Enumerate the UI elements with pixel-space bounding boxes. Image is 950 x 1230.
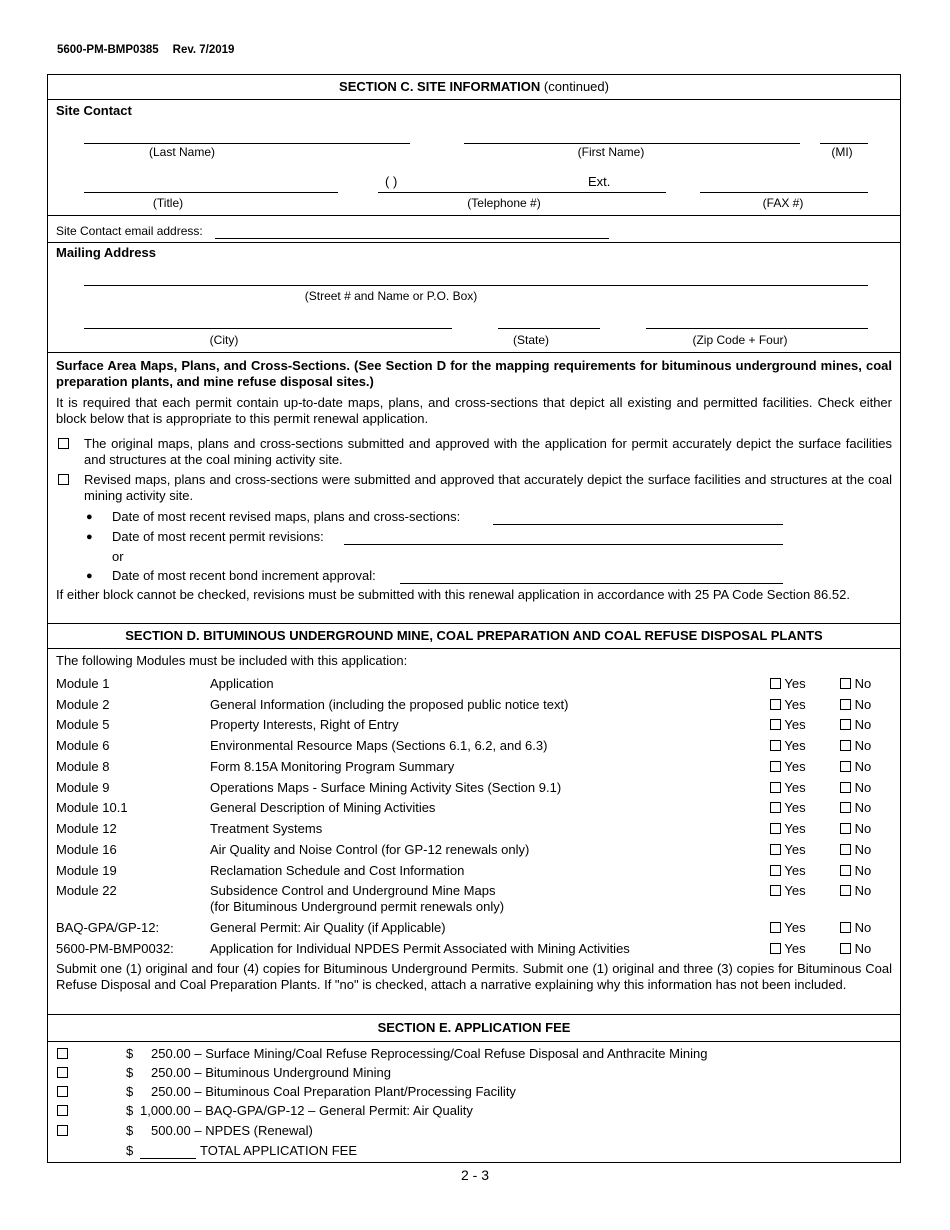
fee-row [48, 1123, 900, 1142]
module-yes-option[interactable]: Yes [770, 920, 806, 935]
yes-checkbox[interactable] [770, 761, 781, 772]
currency-symbol: $ [126, 1065, 134, 1080]
state-caption: (State) [512, 333, 550, 347]
fee-checkbox[interactable] [57, 1067, 68, 1078]
fax-field[interactable] [700, 192, 868, 193]
module-yes-option[interactable]: Yes [770, 697, 806, 712]
module-description: Air Quality and Noise Control (for GP-12 renewals only) [210, 842, 530, 857]
module-row [48, 780, 900, 800]
state-field[interactable] [498, 328, 600, 329]
fee-row [48, 1103, 900, 1122]
module-id: BAQ-GPA/GP-12: [56, 920, 160, 935]
site-contact-label: Site Contact [56, 103, 132, 118]
fee-amount-text: 500.00 – NPDES (Renewal) [151, 1123, 313, 1138]
total-fee-field[interactable] [140, 1158, 196, 1159]
title-caption: (Title) [152, 196, 184, 210]
fee-checkbox[interactable] [57, 1086, 68, 1097]
module-row [48, 738, 900, 758]
no-checkbox[interactable] [840, 922, 851, 933]
module-yes-option[interactable]: Yes [770, 842, 806, 857]
bullet-icon: ● [86, 531, 93, 543]
zip-caption: (Zip Code + Four) [692, 333, 788, 347]
module-row [48, 821, 900, 841]
module-description: General Permit: Air Quality (if Applicable) [210, 920, 446, 935]
module-yes-option[interactable]: Yes [770, 759, 806, 774]
email-label: Site Contact email address: [56, 224, 203, 238]
permit-revisions-date-field[interactable] [344, 544, 783, 545]
currency-symbol: $ [126, 1103, 134, 1118]
zip-field[interactable] [646, 328, 868, 329]
module-no-option[interactable]: No [840, 738, 871, 753]
form-number: 5600-PM-BMP0385 [57, 44, 159, 56]
mi-caption: (MI) [831, 145, 853, 159]
maps-original-text: The original maps, plans and cross-sections submitted and approved with the application for permit accurately depict the surface facilities and structures at the coal mining activity site. [84, 436, 892, 467]
permit-revisions-date-label: Date of most recent permit revisions: [112, 529, 324, 544]
revised-maps-date-label: Date of most recent revised maps, plans and cross-sections: [112, 509, 461, 524]
module-id: Module 6 [56, 738, 110, 753]
fee-amount-text: 250.00 – Surface Mining/Coal Refuse Reprocessing/Coal Refuse Disposal and Anthracite Mining [151, 1046, 708, 1061]
module-yes-option[interactable]: Yes [770, 863, 806, 878]
fee-checkbox[interactable] [57, 1105, 68, 1116]
yes-checkbox[interactable] [770, 823, 781, 834]
module-row [48, 697, 900, 717]
no-checkbox[interactable] [840, 740, 851, 751]
module-yes-option[interactable]: Yes [770, 717, 806, 732]
module-description: Subsidence Control and Underground Mine Maps (for Bituminous Underground permit renewals only) [210, 883, 505, 914]
yes-checkbox[interactable] [770, 699, 781, 710]
currency-symbol: $ [126, 1084, 134, 1099]
section-d-title: SECTION D. BITUMINOUS UNDERGROUND MINE, COAL PREPARATION AND COAL REFUSE DISPOSAL PLANTS [125, 628, 823, 643]
module-id: Module 2 [56, 697, 110, 712]
city-caption: (City) [209, 333, 239, 347]
module-description: Property Interests, Right of Entry [210, 717, 399, 732]
module-row [48, 717, 900, 737]
module-no-option[interactable]: No [840, 697, 871, 712]
module-no-option[interactable]: No [840, 863, 871, 878]
module-yes-option[interactable]: Yes [770, 883, 806, 898]
module-row [48, 920, 900, 940]
module-no-option[interactable]: No [840, 800, 871, 815]
module-description: Reclamation Schedule and Cost Information [210, 863, 465, 878]
form-frame [47, 74, 901, 1163]
page-number: 2 - 3 [460, 1167, 489, 1183]
bullet-icon: ● [86, 511, 93, 523]
no-checkbox[interactable] [840, 782, 851, 793]
module-id: Module 22 [56, 883, 117, 898]
modules-intro: The following Modules must be included with this application: [56, 653, 408, 668]
no-checkbox[interactable] [840, 761, 851, 772]
module-yes-option[interactable]: Yes [770, 676, 806, 691]
module-id: Module 12 [56, 821, 117, 836]
maps-revised-checkbox[interactable] [58, 474, 69, 485]
yes-checkbox[interactable] [770, 943, 781, 954]
yes-checkbox[interactable] [770, 844, 781, 855]
no-checkbox[interactable] [840, 943, 851, 954]
module-row [48, 863, 900, 883]
no-checkbox[interactable] [840, 865, 851, 876]
yes-checkbox[interactable] [770, 922, 781, 933]
module-id: Module 8 [56, 759, 110, 774]
city-field[interactable] [84, 328, 452, 329]
street-field[interactable] [84, 285, 868, 286]
telephone-caption: (Telephone #) [467, 196, 541, 210]
module-row [48, 941, 900, 961]
currency-symbol: $ [126, 1143, 134, 1158]
module-description: Operations Maps - Surface Mining Activity Sites (Section 9.1) [210, 780, 562, 795]
no-checkbox[interactable] [840, 719, 851, 730]
module-no-option[interactable]: No [840, 920, 871, 935]
currency-symbol: $ [126, 1123, 134, 1138]
maps-original-checkbox[interactable] [58, 438, 69, 449]
module-no-option[interactable]: No [840, 780, 871, 795]
bond-increment-date-label: Date of most recent bond increment approval: [112, 568, 376, 583]
fee-row [48, 1046, 900, 1065]
module-description: Environmental Resource Maps (Sections 6.1, 6.2, and 6.3) [210, 738, 548, 753]
module-description: Form 8.15A Monitoring Program Summary [210, 759, 455, 774]
module-row [48, 759, 900, 779]
module-no-option[interactable]: No [840, 676, 871, 691]
module-no-option[interactable]: No [840, 759, 871, 774]
module-yes-option[interactable]: Yes [770, 738, 806, 753]
module-no-option[interactable]: No [840, 842, 871, 857]
module-description: Application for Individual NPDES Permit Associated with Mining Activities [210, 941, 630, 956]
phone-ext-label: Ext. [588, 174, 611, 189]
maps-intro: It is required that each permit contain up-to-date maps, plans, and cross-sections that depict all existing and permitted facilities. Check either block below that is appropriate to this permit renewal application. [56, 395, 892, 426]
module-description: General Description of Mining Activities [210, 800, 436, 815]
form-id [57, 44, 234, 56]
first-name-field[interactable] [464, 143, 800, 144]
bond-increment-date-field[interactable] [400, 583, 783, 584]
form-revision: Rev. 7/2019 [172, 44, 235, 56]
telephone-field[interactable] [378, 192, 666, 193]
yes-checkbox[interactable] [770, 678, 781, 689]
module-no-option[interactable]: No [840, 941, 871, 956]
module-yes-option[interactable]: Yes [770, 780, 806, 795]
yes-checkbox[interactable] [770, 802, 781, 813]
section-c-title: SECTION C. SITE INFORMATION (continued) [339, 79, 609, 94]
or-label: or [112, 549, 124, 564]
last-name-caption: (Last Name) [148, 145, 216, 159]
section-e-title: SECTION E. APPLICATION FEE [377, 1020, 571, 1035]
module-no-option[interactable]: No [840, 883, 871, 898]
yes-checkbox[interactable] [770, 782, 781, 793]
bullet-icon: ● [86, 570, 93, 582]
module-no-option[interactable]: No [840, 717, 871, 732]
module-id: Module 16 [56, 842, 117, 857]
fee-checkbox[interactable] [57, 1048, 68, 1059]
mi-field[interactable] [820, 143, 868, 144]
yes-checkbox[interactable] [770, 740, 781, 751]
total-fee-label: TOTAL APPLICATION FEE [200, 1143, 358, 1158]
no-checkbox[interactable] [840, 699, 851, 710]
yes-checkbox[interactable] [770, 719, 781, 730]
first-name-caption: (First Name) [577, 145, 645, 159]
module-description: Application [210, 676, 274, 691]
module-no-option[interactable]: No [840, 821, 871, 836]
module-description: Treatment Systems [210, 821, 323, 836]
fax-caption: (FAX #) [762, 196, 804, 210]
module-yes-option[interactable]: Yes [770, 800, 806, 815]
maps-footer: If either block cannot be checked, revisions must be submitted with this renewal application in accordance with 25 PA Code Section 86.52. [56, 587, 850, 602]
module-yes-option[interactable]: Yes [770, 821, 806, 836]
module-row [48, 883, 900, 914]
module-yes-option[interactable]: Yes [770, 941, 806, 956]
module-row [48, 676, 900, 696]
module-row [48, 800, 900, 820]
module-description: General Information (including the proposed public notice text) [210, 697, 569, 712]
no-checkbox[interactable] [840, 885, 851, 896]
no-checkbox[interactable] [840, 823, 851, 834]
fee-amount-text: 1,000.00 – BAQ-GPA/GP-12 – General Permit: Air Quality [140, 1103, 473, 1118]
street-caption: (Street # and Name or P.O. Box) [304, 289, 478, 303]
mailing-address-label: Mailing Address [56, 245, 156, 260]
no-checkbox[interactable] [840, 802, 851, 813]
fee-checkbox[interactable] [57, 1125, 68, 1136]
modules-footer: Submit one (1) original and four (4) copies for Bituminous Underground Permits. Submit one (1) original and three (3) copies for Bituminous Coal Refuse Disposal and Coal Preparation Plants. If "no" is checked, attach a narrative explaining why this information has not been included. [56, 961, 892, 992]
module-id: Module 19 [56, 863, 117, 878]
maps-revised-text: Revised maps, plans and cross-sections were submitted and approved that accurately depict the surface facilities and structures at the coal mining activity site. [84, 472, 892, 503]
maps-heading: Surface Area Maps, Plans, and Cross-Sections. (See Section D for the mapping requirements for bituminous underground mines, coal preparation plants, and mine refuse disposal sites.) [56, 358, 892, 389]
fee-row [48, 1084, 900, 1103]
module-id: Module 1 [56, 676, 110, 691]
module-id: Module 9 [56, 780, 110, 795]
fee-amount-text: 250.00 – Bituminous Underground Mining [151, 1065, 391, 1080]
yes-checkbox[interactable] [770, 865, 781, 876]
module-id: 5600-PM-BMP0032: [56, 941, 174, 956]
module-id: Module 10.1 [56, 800, 128, 815]
title-field[interactable] [84, 192, 338, 193]
revised-maps-date-field[interactable] [493, 524, 783, 525]
module-row [48, 842, 900, 862]
no-checkbox[interactable] [840, 844, 851, 855]
fee-amount-text: 250.00 – Bituminous Coal Preparation Plant/Processing Facility [151, 1084, 516, 1099]
email-field[interactable] [215, 238, 609, 239]
no-checkbox[interactable] [840, 678, 851, 689]
fee-row [48, 1065, 900, 1084]
yes-checkbox[interactable] [770, 885, 781, 896]
currency-symbol: $ [126, 1046, 134, 1061]
module-id: Module 5 [56, 717, 110, 732]
phone-area-code: ( ) [385, 174, 398, 189]
total-fee-row [48, 1143, 900, 1162]
last-name-field[interactable] [84, 143, 410, 144]
